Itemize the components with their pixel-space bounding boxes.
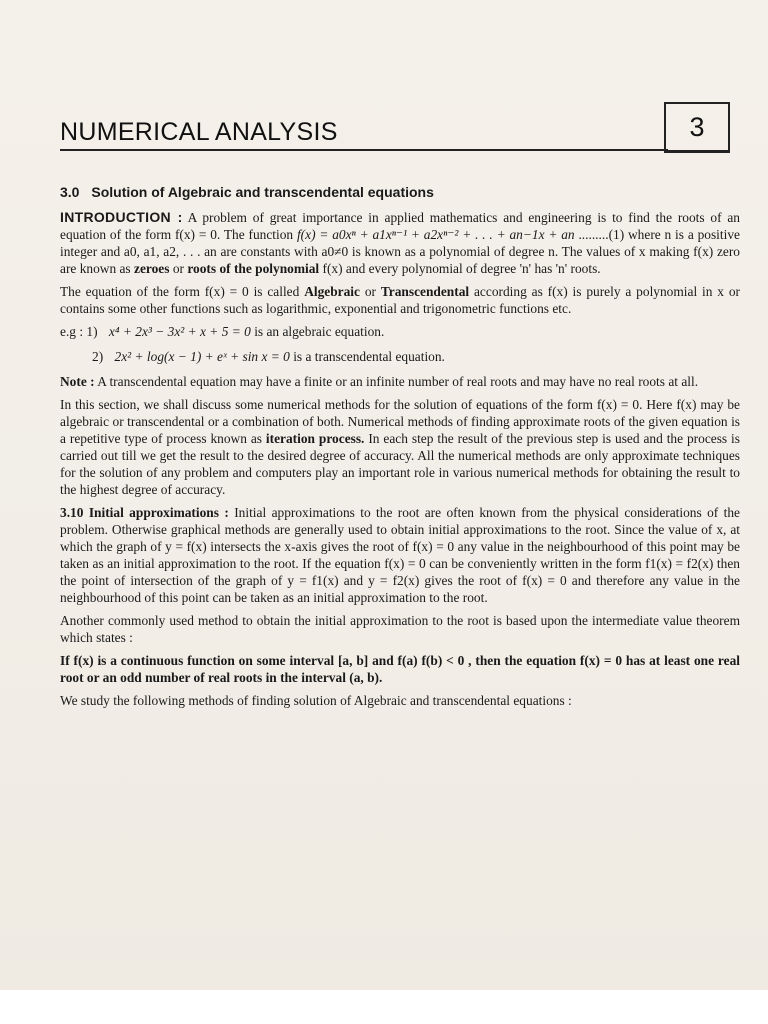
- section-number: 3.0: [60, 184, 80, 200]
- theorem-statement: If f(x) is a continuous function on some interval [a, b] and f(a) f(b) < 0 , then the equation f(x) = 0 has at least one real root or an odd number of real roots in the interval (a, b).: [60, 653, 740, 685]
- introduction-label: INTRODUCTION :: [60, 209, 183, 225]
- transcendental-term: Transcendental: [380, 284, 470, 299]
- example-equation: 2x² + log(x − 1) + eˣ + sin x = 0: [114, 349, 290, 364]
- section-heading: [60, 184, 740, 201]
- header-rule: [60, 149, 668, 151]
- or-text: or: [172, 261, 184, 276]
- note-text: A transcendental equation may have a finite or an infinite number of real roots and may have no real roots at all.: [97, 374, 699, 389]
- intro-text-3: f(x) and every polynomial of degree 'n' has 'n' roots.: [322, 261, 601, 276]
- classification-paragraph: [60, 283, 740, 317]
- initial-approx-paragraph: [60, 504, 740, 606]
- classification-text-1: The equation of the form f(x) = 0 is called: [60, 284, 300, 299]
- methods-intro: We study the following methods of finding solution of Algebraic and transcendental equations :: [60, 693, 572, 708]
- initial-approx-text-1: Initial approximations to the root are often known from the physical considerations of the problem. Otherwise graphical methods are generally used to obtain initial approximations to the root. Since the value of x, at which the graph of y = f(x) intersects the x-axis gives the root of f(x) = 0 any value in the neighbourhood of this point may be taken as an initial approximation to the root. If the equation f(x) = 0 can be conveniently written in the form f1(x) = f2(x) then the point of intersection of the graph of y = f1(x) and y = f2(x) gives the root of f(x) = 0 and therefore any value in the neighbourhood of this point can be taken as an initial approximation to the root.: [60, 505, 740, 605]
- subsection-number: 3.10: [60, 505, 84, 520]
- example-equation: x⁴ + 2x³ − 3x² + x + 5 = 0: [108, 324, 251, 339]
- chapter-title: NUMERICAL ANALYSIS: [60, 118, 338, 146]
- note-label: Note :: [60, 374, 95, 389]
- iteration-term: iteration process.: [265, 431, 365, 446]
- chapter-number: 3: [664, 102, 730, 153]
- example-description: is a transcendental equation.: [293, 349, 445, 364]
- ivt-intro-paragraph: [60, 612, 740, 646]
- roots-term: roots of the polynomial: [187, 261, 320, 276]
- subsection-title: Initial approximations :: [88, 505, 229, 520]
- ivt-intro-text: Another commonly used method to obtain the initial approximation to the root is based upon the intermediate value theorem which states :: [60, 613, 740, 645]
- discussion-paragraph: [60, 396, 740, 498]
- classification-text-2: according as f(x) is purely a polynomial in x or contains some other functions such as logarithmic, exponential and trigonometric functions etc.: [60, 284, 740, 316]
- example-label: 2): [92, 349, 104, 364]
- section-title: Solution of Algebraic and transcendental equations: [91, 184, 434, 200]
- classification-or: or: [364, 284, 376, 299]
- chapter-header: [60, 100, 732, 152]
- polynomial-formula: f(x) = a0xⁿ + a1xⁿ⁻¹ + a2xⁿ⁻² + . . . + an−1x + an: [296, 227, 575, 242]
- intro-text-1: A problem of great importance in applied mathematics and engineering is to find the roots of an equation of the form f(x) = 0. The function: [60, 210, 740, 242]
- zeroes-term: zeroes: [134, 261, 170, 276]
- intro-text-2: .........(1) where n is a positive integer and a0, a1, a2, . . . an are constants with a0≠0 is known as a polynomial of degree n. The values of x making f(x) zero are known as: [60, 227, 740, 276]
- introduction-paragraph: [60, 209, 740, 277]
- page-content: [60, 180, 740, 715]
- discussion-text-1: In this section, we shall discuss some numerical methods for the solution of equations of the form f(x) = 0. Here f(x) may be algebraic or transcendental or a combination of both. Numerical methods of finding approximate roots of the given equation is a repetitive type of process known as: [60, 397, 740, 446]
- example-description: is an algebraic equation.: [254, 324, 385, 339]
- page-bottom-margin: [0, 990, 768, 1024]
- discussion-text-2: In each step the result of the previous step is used and the process is carried out till we get the result to the desired degree of accuracy. All the numerical methods are only approximate techniques for the solution of any problem and computers play an important role in various numerical methods for obtaining the result to the highest degree of accuracy.: [60, 431, 740, 497]
- note-paragraph: [60, 373, 740, 390]
- example-1: [60, 323, 740, 340]
- example-2: [60, 348, 740, 365]
- algebraic-term: Algebraic: [304, 284, 360, 299]
- example-label: e.g : 1): [60, 324, 98, 339]
